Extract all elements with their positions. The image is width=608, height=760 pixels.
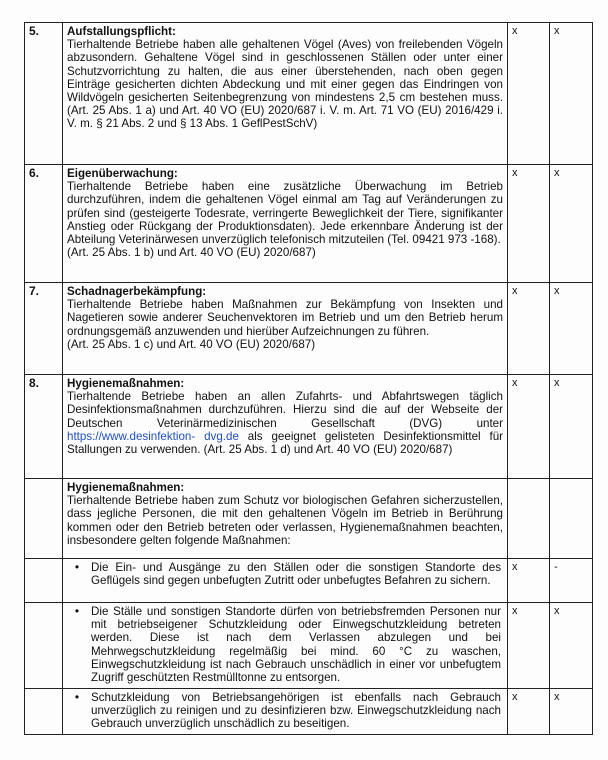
bullet-text: Die Ställe und sonstigen Standorte dürfen von betriebsfremden Personen nur mit betriebseigener Schutzkleidung oder Einwegschutzkleidung betreten werden. Diese ist nach dem Verlassen abzulegen und bei Mehrwegschutzkleidung regelmäßig bei mind. 60 °C zu waschen, Einwegschutzkleidung ist nach Gebrauch unschädlich in einer vor unbefugtem Zugriff geschützten Restmülltonne zu entsorgen.: [91, 605, 501, 685]
bullet-item: [63, 691, 503, 731]
bullet-item: [63, 561, 503, 587]
table-row: [25, 283, 593, 375]
bullet-text: Schutzkleidung von Betriebsangehörigen ist ebenfalls nach Gebrauch unverzüglich zu reinigen und zu desinfizieren bzw. Einwegschutzkleidung nach Gebrauch unverzüglich unschädlich zu beseitigen.: [91, 691, 501, 731]
dvg-link[interactable]: https://www.desinfektion- dvg.de: [67, 429, 239, 443]
bullet-text: Die Ein- und Ausgänge zu den Ställen oder die sonstigen Standorte des Geflügels sind gegen unbefugten Zutritt oder unbefugtes Befahren zu sichern.: [91, 561, 501, 588]
row-citation: (Art. 25 Abs. 1 b) und Art. 40 VO (EU) 2020/687): [67, 246, 316, 260]
applies-column-2: x: [550, 603, 593, 689]
row-body: Tierhaltende Betriebe haben zum Schutz vor biologischen Gefahren sicherzustellen, dass jegliche Personen, die mit den gehaltenen Vögeln im Betrieb in Berührung kommen oder den Betrieb betreten oder verlassen, Hygienemaßnahmen beachten, insbesondere gelten folgende Maßnahmen:: [67, 494, 503, 547]
row-heading: Hygienemaßnahmen:: [67, 481, 185, 494]
table-row: [25, 603, 593, 689]
row-content: [63, 603, 508, 689]
row-number: [25, 559, 63, 603]
row-content: [63, 479, 508, 559]
measures-table: [24, 22, 593, 735]
row-body: Tierhaltende Betriebe haben eine zusätzliche Überwachung im Betrieb durchzuführen, indem die gehaltenen Vögel einmal am Tag auf Veränderungen zu prüfen sind (gesteigerte Todesrate, verringerte Beweglichkeit der Tiere, signifikanter Anstieg oder Rückgang der Produktionsdaten). Jede erkennbare Änderung ist der Abteilung Veterinärwesen unverzüglich telefonisch mitzuteilen (Tel. 09421 973 -168).: [67, 180, 503, 247]
table-row: [25, 689, 593, 735]
row-content: [63, 375, 508, 479]
row-number: 5.: [25, 23, 63, 165]
applies-column-2: -: [550, 559, 593, 603]
row-body: Tierhaltende Betriebe haben Maßnahmen zur Bekämpfung von Insekten und Nagetieren sowie anderer Seuchenvektoren im Betrieb und um den Betrieb herum ordnungsgemäß anzuwenden und hierüber Aufzeichnungen zu führen.: [67, 298, 503, 338]
applies-column-1: x: [508, 689, 550, 735]
row-number: [25, 479, 63, 559]
row-number: [25, 603, 63, 689]
row-body: [67, 390, 503, 456]
table-row: [25, 559, 593, 603]
row-number: 8.: [25, 375, 63, 479]
table-row: [25, 375, 593, 479]
applies-column-1: x: [508, 23, 550, 165]
row-content: [63, 283, 508, 375]
row-body-text: Tierhaltende Betriebe haben an allen Zufahrts- und Abfahrtswegen täglich Desinfektionsmaßnahmen durchzuführen. Hierzu sind die auf der Webseite der Deutschen Veterinärmedizinischen Gesellschaft (DVG) unter: [67, 390, 503, 430]
table-row: [25, 23, 593, 165]
table-row: [25, 165, 593, 283]
row-content: [63, 23, 508, 165]
applies-column-1: x: [508, 165, 550, 283]
row-number: [25, 689, 63, 735]
row-number: 6.: [25, 165, 63, 283]
row-heading: Hygienemaßnahmen:: [67, 377, 185, 390]
row-body-text: als geeignet gelisteten Desinfektionsmittel für Stallungen zu verwenden. (Art. 25 Abs. 1 d) und Art. 40 VO (EU) 2020/687): [67, 429, 504, 457]
row-content: [63, 165, 508, 283]
applies-column-2: x: [550, 375, 593, 479]
row-number: 7.: [25, 283, 63, 375]
row-citation: (Art. 25 Abs. 1 c) und Art. 40 VO (EU) 2020/687): [67, 337, 316, 351]
table-row: [25, 479, 593, 559]
row-heading: Eigenüberwachung:: [67, 167, 178, 180]
applies-column-1: x: [508, 283, 550, 375]
applies-column-2: x: [550, 689, 593, 735]
row-content: [63, 559, 508, 603]
bullet-icon: •: [74, 604, 80, 618]
applies-column-1: x: [508, 559, 550, 603]
row-content: [63, 689, 508, 735]
row-heading: Schadnagerbekämpfung:: [67, 285, 207, 298]
applies-column-2: x: [550, 165, 593, 283]
row-heading: Aufstallungspflicht:: [67, 25, 176, 38]
applies-column-2: x: [550, 23, 593, 165]
bullet-icon: •: [74, 690, 80, 704]
bullet-item: [63, 605, 503, 684]
applies-column-2: [550, 479, 593, 559]
applies-column-1: [508, 479, 550, 559]
applies-column-1: x: [508, 603, 550, 689]
applies-column-1: x: [508, 375, 550, 479]
bullet-icon: •: [74, 560, 80, 574]
applies-column-2: x: [550, 283, 593, 375]
row-body: Tierhaltende Betriebe haben alle gehaltenen Vögel (Aves) von freilebenden Vögeln abzusondern. Gehaltene Vögel sind in geschlossenen Ställen oder unter einer Schutzvorrichtung zu halten, die aus einer überstehenden, nach oben gegen Einträge gesicherten dichten Abdeckung und mit einer gegen das Eindringen von Wildvögeln gesicherten Seitenbegrenzung von mindestens 2,5 cm bestehen muss. (Art. 25 Abs. 1 a) und Art. 40 VO (EU) 2020/687 i. V. m. Art. 71 VO (EU) 2016/429 i. V. m. § 21 Abs. 2 und § 13 Abs. 1 GeflPestSchV): [67, 38, 503, 131]
